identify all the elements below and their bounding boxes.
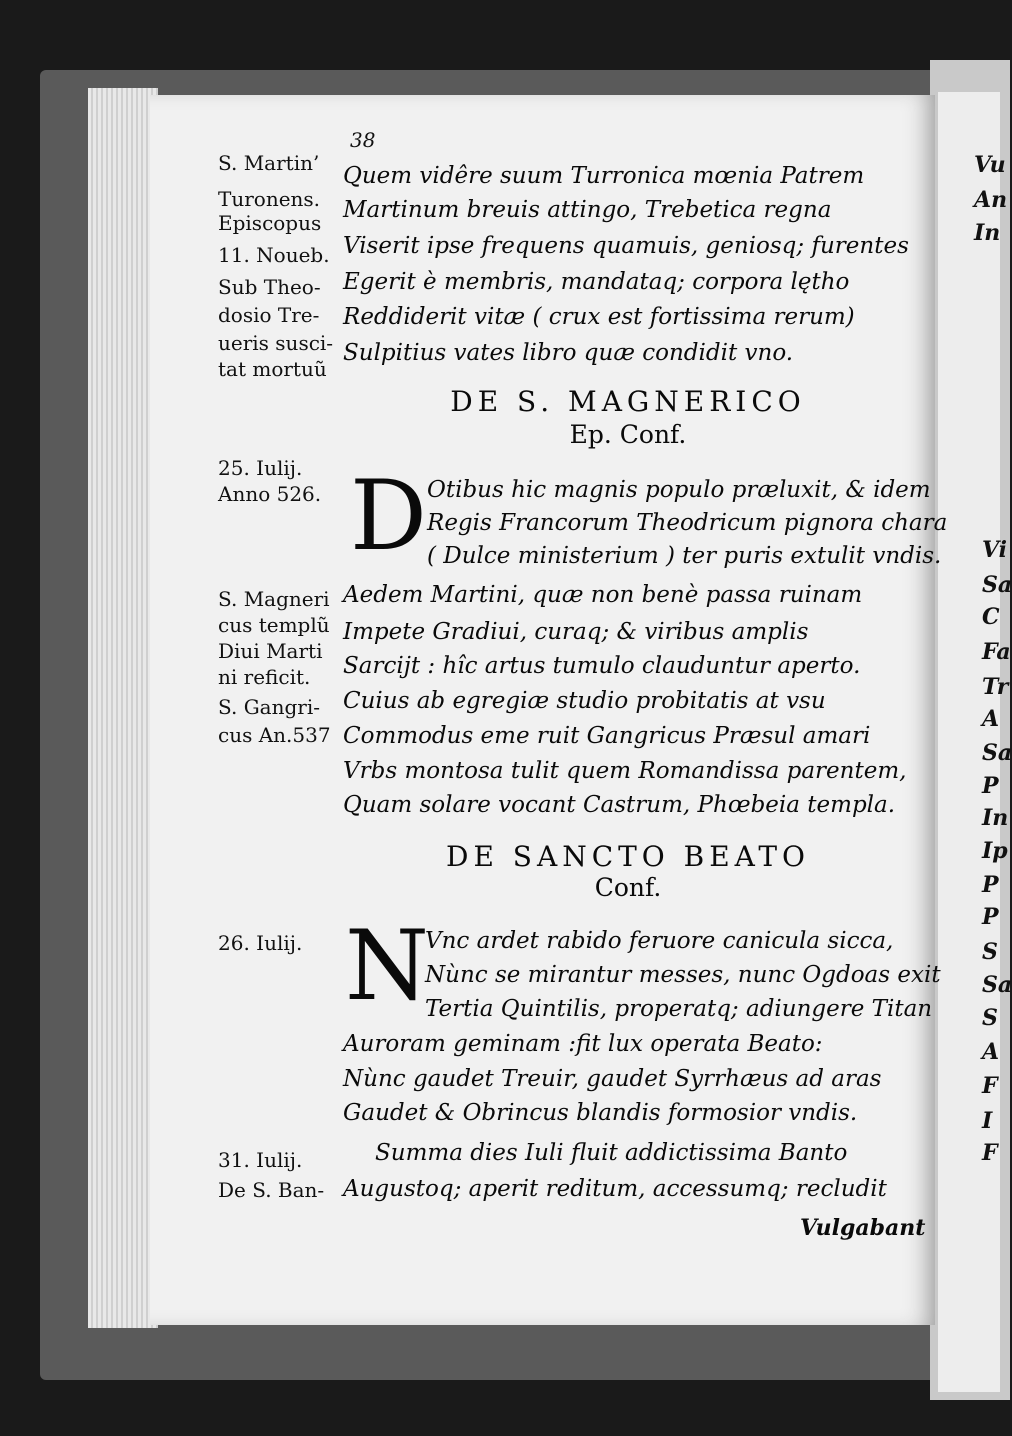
verse-line: Auroram geminam :fit lux operata Beato: [343,1031,823,1057]
right-page-fragment: A [982,1039,1000,1065]
verse-line: Impete Gradiui, curaq; & viribus amplis [343,619,809,645]
verse-line: Commodus eme ruit Gangricus Præsul amari [343,723,871,749]
right-page-fragment: F [982,1073,998,1099]
right-page-fragment: Sa [982,572,1012,598]
right-page-fragment: P [982,773,999,799]
verse-line: Egerit è membris, mandataq; corpora lętho [343,269,850,295]
margin-note: 31. Iulij. [218,1148,303,1172]
verse-line: Sarcijt : hîc artus tumulo clauduntur aperto. [343,653,861,679]
right-page-fragment: Ip [982,838,1008,864]
margin-note: 26. Iulij. [218,931,303,955]
margin-note: S. Magneri [218,587,330,611]
subheading-beato: Conf. [594,873,662,902]
margin-note: S. Martin’ [218,151,320,175]
right-page-fragment: Vu [974,152,1006,178]
margin-note: ni reficit. [218,665,311,689]
verse-line: ( Dulce ministerium ) ter puris extulit vndis. [427,543,942,569]
verse-line: Nùnc se mirantur messes, nunc Ogdoas exit [425,962,941,988]
margin-note: Episcopus [218,211,322,235]
dropcap-d: D [350,460,427,572]
verse-line: Vrbs montosa tulit quem Romandissa parentem, [343,758,907,784]
catchword: Vulgabant [800,1215,926,1241]
margin-note: Sub Theo- [218,275,321,299]
margin-note: Anno 526. [218,482,322,506]
verse-line: Cuius ab egregiæ studio probitatis at vsu [343,688,826,714]
margin-note: Turonens. [218,187,321,211]
margin-note: 25. Iulij. [218,456,303,480]
heading-magnerico: DE S. MAGNERICO [450,385,806,418]
right-page-fragment: Sa [982,972,1012,998]
verse-line: Vnc ardet rabido feruore canicula sicca, [425,928,894,954]
margin-note: De S. Ban- [218,1178,325,1202]
margin-note: cus An.537 [218,723,331,747]
verse-line: Summa dies Iuli fluit addictissima Banto [375,1140,848,1166]
verse-line: Martinum breuis attingo, Trebetica regna [343,197,832,223]
margin-note: 11. Noueb. [218,243,330,267]
right-page-fragment: An [974,187,1008,213]
right-page-fragment: F [982,1140,998,1166]
right-page-fragment: Sa [982,740,1012,766]
verse-line: Quam solare vocant Castrum, Phœbeia templa. [343,792,896,818]
verse-line: Viserit ipse frequens quamuis, geniosq; furentes [343,233,909,259]
verse-line: Reddiderit vitæ ( crux est fortissima rerum) [343,304,855,330]
verse-line: Augustoq; aperit reditum, accessumq; recludit [343,1176,887,1202]
right-page-fragment: In [982,805,1009,831]
verse-line: Otibus hic magnis populo præluxit, & idem [427,477,931,503]
verse-line: Regis Francorum Theodricum pignora chara [427,510,948,536]
page-edges [88,88,158,1328]
page-number: 38 [350,128,376,152]
margin-note: dosio Tre- [218,303,320,327]
margin-note: tat mortuũ [218,357,327,381]
right-page-fragment: Tr [982,674,1009,700]
margin-note: ueris susci- [218,331,334,355]
right-page-fragment: C [982,604,1000,630]
margin-note: S. Gangri- [218,695,321,719]
right-page-fragment: P [982,872,999,898]
right-page-fragment: I [982,1108,993,1134]
right-page-fragment: In [974,220,1001,246]
verse-line: Sulpitius vates libro quæ condidit vno. [343,340,794,366]
right-page-fragment: Vi [982,537,1008,563]
verse-line: Tertia Quintilis, properatq; adiungere Titan [425,996,933,1022]
verse-line: Nùnc gaudet Treuir, gaudet Syrrhæus ad aras [343,1066,882,1092]
verse-line: Aedem Martini, quæ non benè passa ruinam [343,582,863,608]
right-page-fragment: S [982,1005,998,1031]
right-page [938,92,1012,1392]
right-page-fragment: P [982,904,999,930]
margin-note: Diui Marti [218,639,323,663]
margin-note: cus templũ [218,613,330,637]
verse-line: Gaudet & Obrincus blandis formosior vndis. [343,1100,858,1126]
dropcap-n: N [345,910,429,1022]
verse-line: Quem vidêre suum Turronica mœnia Patrem [343,163,865,189]
subheading-magnerico: Ep. Conf. [569,420,687,449]
right-page-fragment: Fa [982,639,1011,665]
right-page-fragment: S [982,939,998,965]
heading-beato: DE SANCTO BEATO [446,840,810,873]
right-page-fragment: A [982,706,1000,732]
